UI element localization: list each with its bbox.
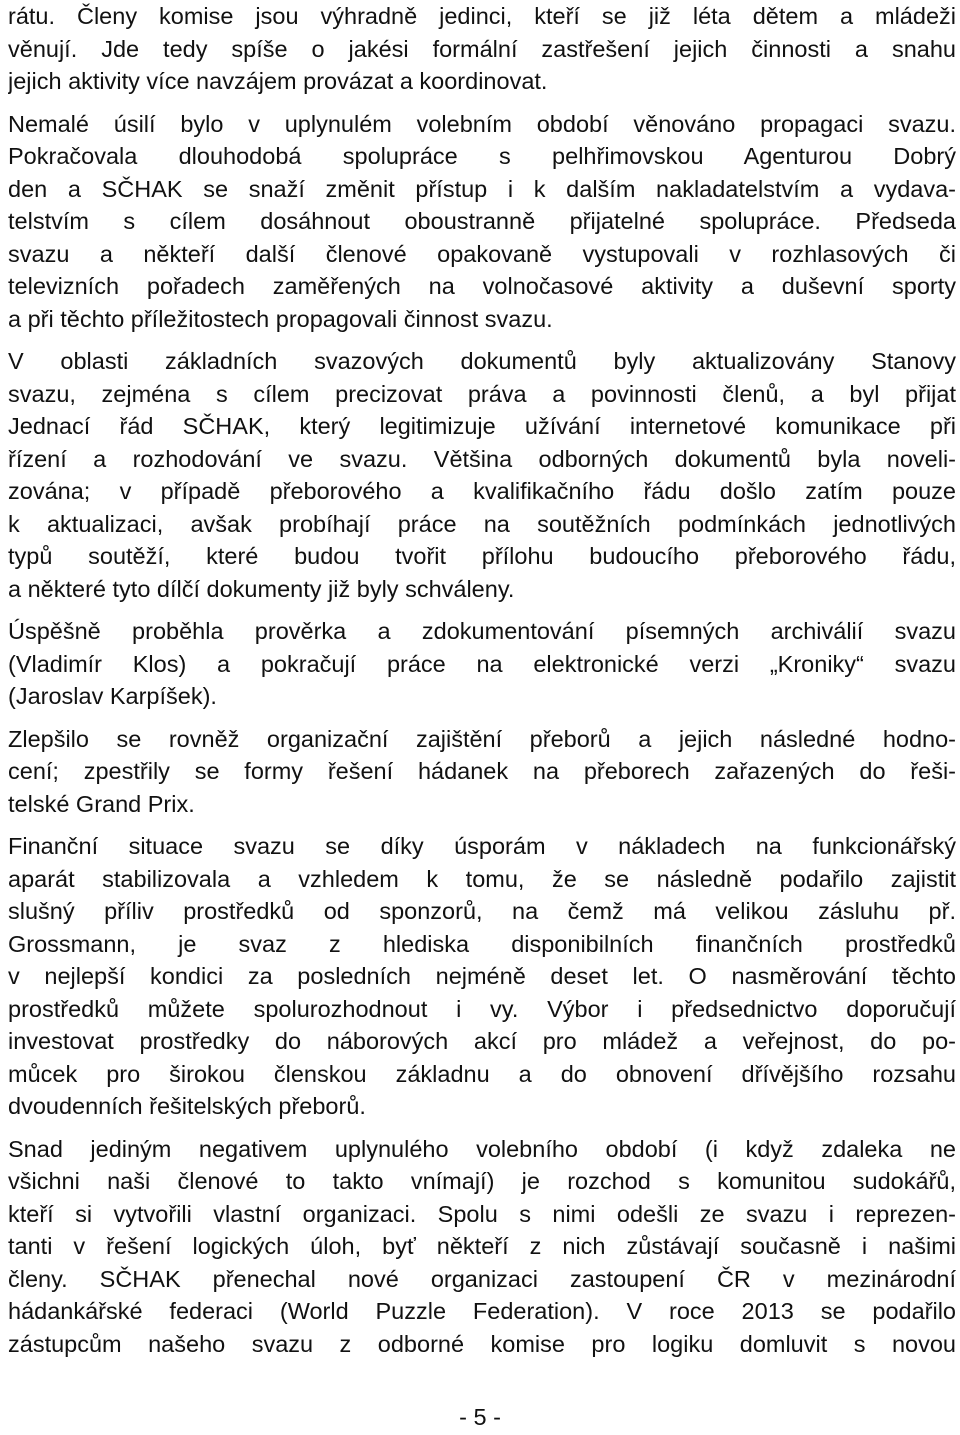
paragraph-archive (8, 615, 956, 713)
page-number: - 5 - (459, 1404, 501, 1430)
text-line: prostředků můžete spolurozhodnout i vy. Výbor i předsednictvo doporučují (8, 995, 956, 1022)
text-line: Jednací řád SČHAK, který legitimizuje užívání internetové komunikace při (8, 413, 956, 439)
text-line: telské Grand Prix. (8, 790, 195, 817)
paragraph-sudoku (8, 1133, 956, 1361)
text-line: slušný příliv prostředků od sponzorů, na čemž má velikou zásluhu př. (8, 898, 956, 924)
text-line: zována; v případě přeborového a kvalifikačního řádu došlo zatím pouze (8, 478, 956, 504)
text-line: k aktualizaci, avšak probíhají práce na soutěžních podmínkách jednotlivých (8, 510, 956, 537)
text-line: a při těchto příležitostech propagovali činnost svazu. (8, 305, 553, 332)
text-line: svazu, zejména s cílem precizovat práva a povinnosti členů, a byl přijat (8, 380, 956, 407)
text-line: zástupcům našeho svazu z odborné komise pro logiku domluvit s novou (8, 1330, 956, 1357)
text-line: Grossmann, je svaz z hlediska disponibilních finančních prostředků (8, 930, 956, 957)
text-line: svazu a někteří další členové opakovaně vystupovali v rozhlasových či (8, 240, 956, 267)
text-line: členy. SČHAK přenechal nové organizaci zastoupení ČR v mezinárodní (8, 1265, 956, 1292)
text-line: můcek pro širokou členskou základnu a do obnovení dřívějšího rozsahu (8, 1060, 956, 1087)
text-line: Snad jediným negativem uplynulého volebního období (i když zdaleka ne (8, 1135, 956, 1162)
paragraph-championships (8, 723, 956, 821)
text-line: řízení a rozhodování ve svazu. Většina odborných dokumentů byla noveli- (8, 445, 956, 472)
text-line: den a SČHAK se snaží změnit přístup i k dalším nakladatelstvím a vydava- (8, 175, 956, 202)
text-line: všichni naši členové to takto vnímají) je rozchod s komunitou sudokářů, (8, 1168, 956, 1194)
text-line: investovat prostředky do náborových akcí pro mládež a veřejnost, do po- (8, 1028, 956, 1054)
paragraph-documents (8, 345, 956, 605)
text-line: a některé tyto dílčí dokumenty již byly schváleny. (8, 575, 515, 602)
paragraph-promotion (8, 108, 956, 336)
text-line: dvoudenních řešitelských přeborů. (8, 1093, 366, 1119)
text-line: Zlepšilo se rovněž organizační zajištění přeborů a jejich následné hodno- (8, 725, 956, 752)
text-line: věnují. Jde tedy spíše o jakési formální zastřešení jejich činnosti a snahu (8, 35, 956, 62)
text-line: rátu. Členy komise jsou výhradně jedinci, kteří se již léta dětem a mládeži (8, 3, 956, 29)
text-line: telstvím s cílem dosáhnout oboustranně přijatelné spolupráce. Předseda (8, 208, 956, 234)
text-line: V oblasti základních svazových dokumentů byly aktualizovány Stanovy (8, 348, 956, 374)
text-line: jejich aktivity více navzájem provázat a koordinovat. (8, 68, 548, 94)
text-line: televizních pořadech zaměřených na volnočasové aktivity a duševní sporty (8, 273, 956, 299)
text-line: aparát stabilizovala a vzhledem k tomu, že se následně podařilo zajistit (8, 865, 956, 892)
paragraph-commission (8, 0, 956, 98)
text-line: hádankářské federaci (World Puzzle Federation). V roce 2013 se podařilo (8, 1298, 956, 1324)
text-line: Úspěšně proběhla prověrka a zdokumentování písemných archiválií svazu (8, 618, 956, 644)
text-line: (Vladimír Klos) a pokračují práce na elektronické verzi „Kroniky“ svazu (8, 650, 956, 677)
text-line: v nejlepší kondici za posledních nejméně deset let. O nasměrování těchto (8, 963, 956, 989)
text-line: Finanční situace svazu se díky úsporám v nákladech na funkcionářský (8, 833, 956, 859)
text-line: Pokračovala dlouhodobá spolupráce s pelhřimovskou Agenturou Dobrý (8, 143, 956, 169)
text-line: kteří si vytvořili vlastní organizaci. Spolu s nimi odešli ze svazu i reprezen- (8, 1200, 956, 1227)
paragraph-finances (8, 830, 956, 1123)
text-line: (Jaroslav Karpíšek). (8, 683, 217, 709)
text-line: cení; zpestřily se formy řešení hádanek na přeborech zařazených do řeši- (8, 758, 956, 784)
text-line: Nemalé úsilí bylo v uplynulém volebním období věnováno propagaci svazu. (8, 110, 956, 137)
text-line: tanti v řešení logických úloh, byť někteří z nich zůstávají současně i našimi (8, 1233, 956, 1259)
text-line: typů soutěží, které budou tvořit přílohu budoucího přeborového řádu, (8, 543, 956, 569)
